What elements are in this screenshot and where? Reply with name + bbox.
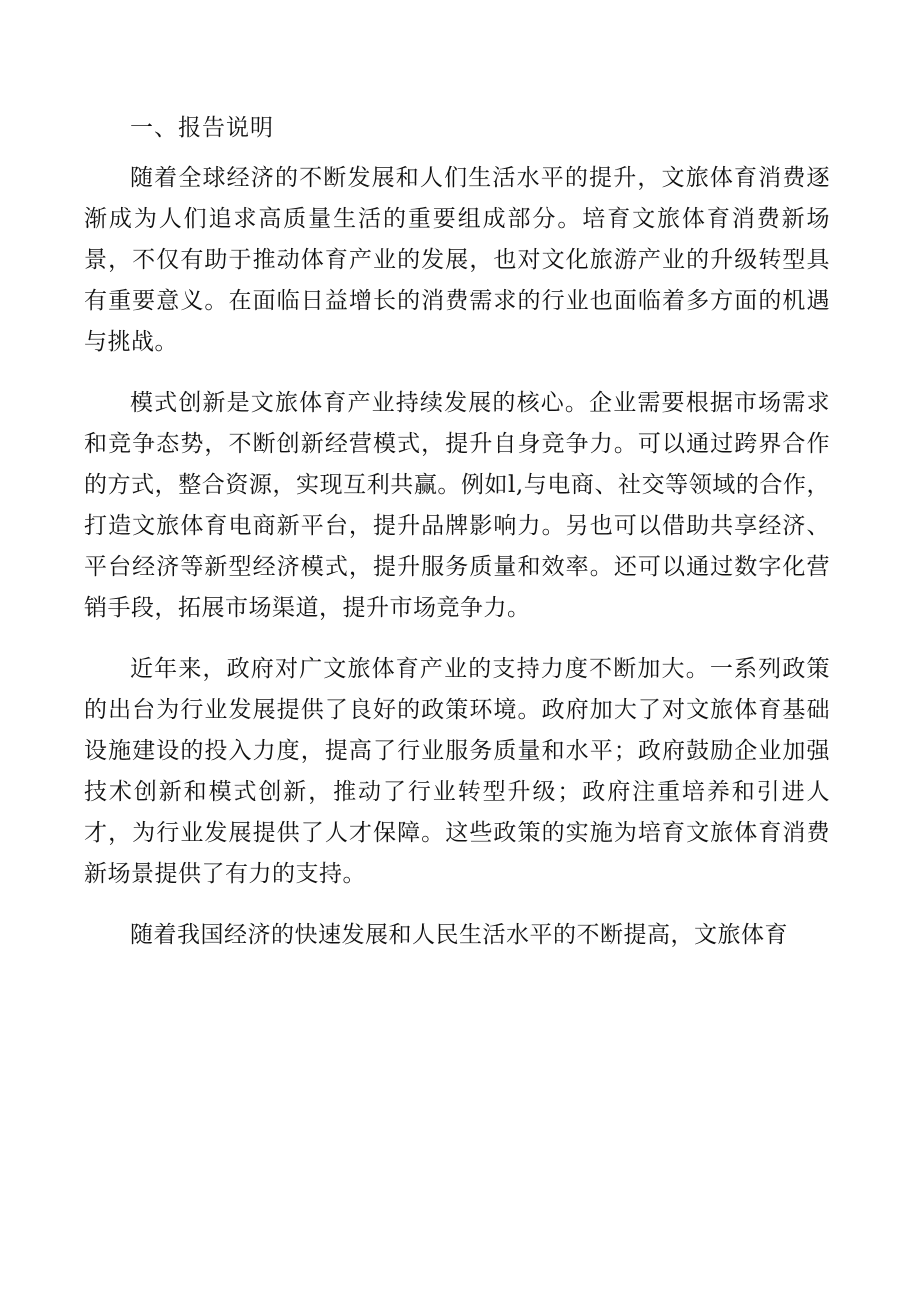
paragraph-2: 模式创新是文旅体育产业持续发展的核心。企业需要根据市场需求和竞争态势，不断创新经营模式，提升自身竞争力。可以通过跨界合作的方式，整合资源，实现互利共赢。例如l,与电商、社交等领域的合作，打造文旅体育电商新平台，提升品牌影响力。另也可以借助共享经济、平台经济等新型经济模式，提升服务质量和效率。还可以通过数字化营销手段，拓展市场渠道，提升市场竞争力。	[84, 390, 830, 621]
section-heading: 一、报告说明	[130, 115, 274, 141]
paragraph-4: 随着我国经济的快速发展和人民生活水平的不断提高，文旅体育	[130, 922, 788, 948]
paragraph-1: 随着全球经济的不断发展和人们生活水平的提升，文旅体育消费逐渐成为人们追求高质量生活的重要组成部分。培育文旅体育消费新场景，不仅有助于推动体育产业的发展，也对文化旅游产业的升级转型具有重要意义。在面临日益增长的消费需求的行业也面临着多方面的机遇与挑战。	[84, 165, 830, 355]
paragraph-3: 近年来，政府对广文旅体育产业的支持力度不断加大。一系列政策的出台为行业发展提供了良好的政策环境。政府加大了对文旅体育基础设施建设的投入力度，提高了行业服务质量和水平；政府鼓励企业加强技术创新和模式创新，推动了行业转型升级；政府注重培养和引进人才，为行业发展提供了人才保障。这些政策的实施为培育文旅体育消费新场景提供了有力的支持。	[84, 656, 830, 887]
document-page	[84, 108, 830, 976]
